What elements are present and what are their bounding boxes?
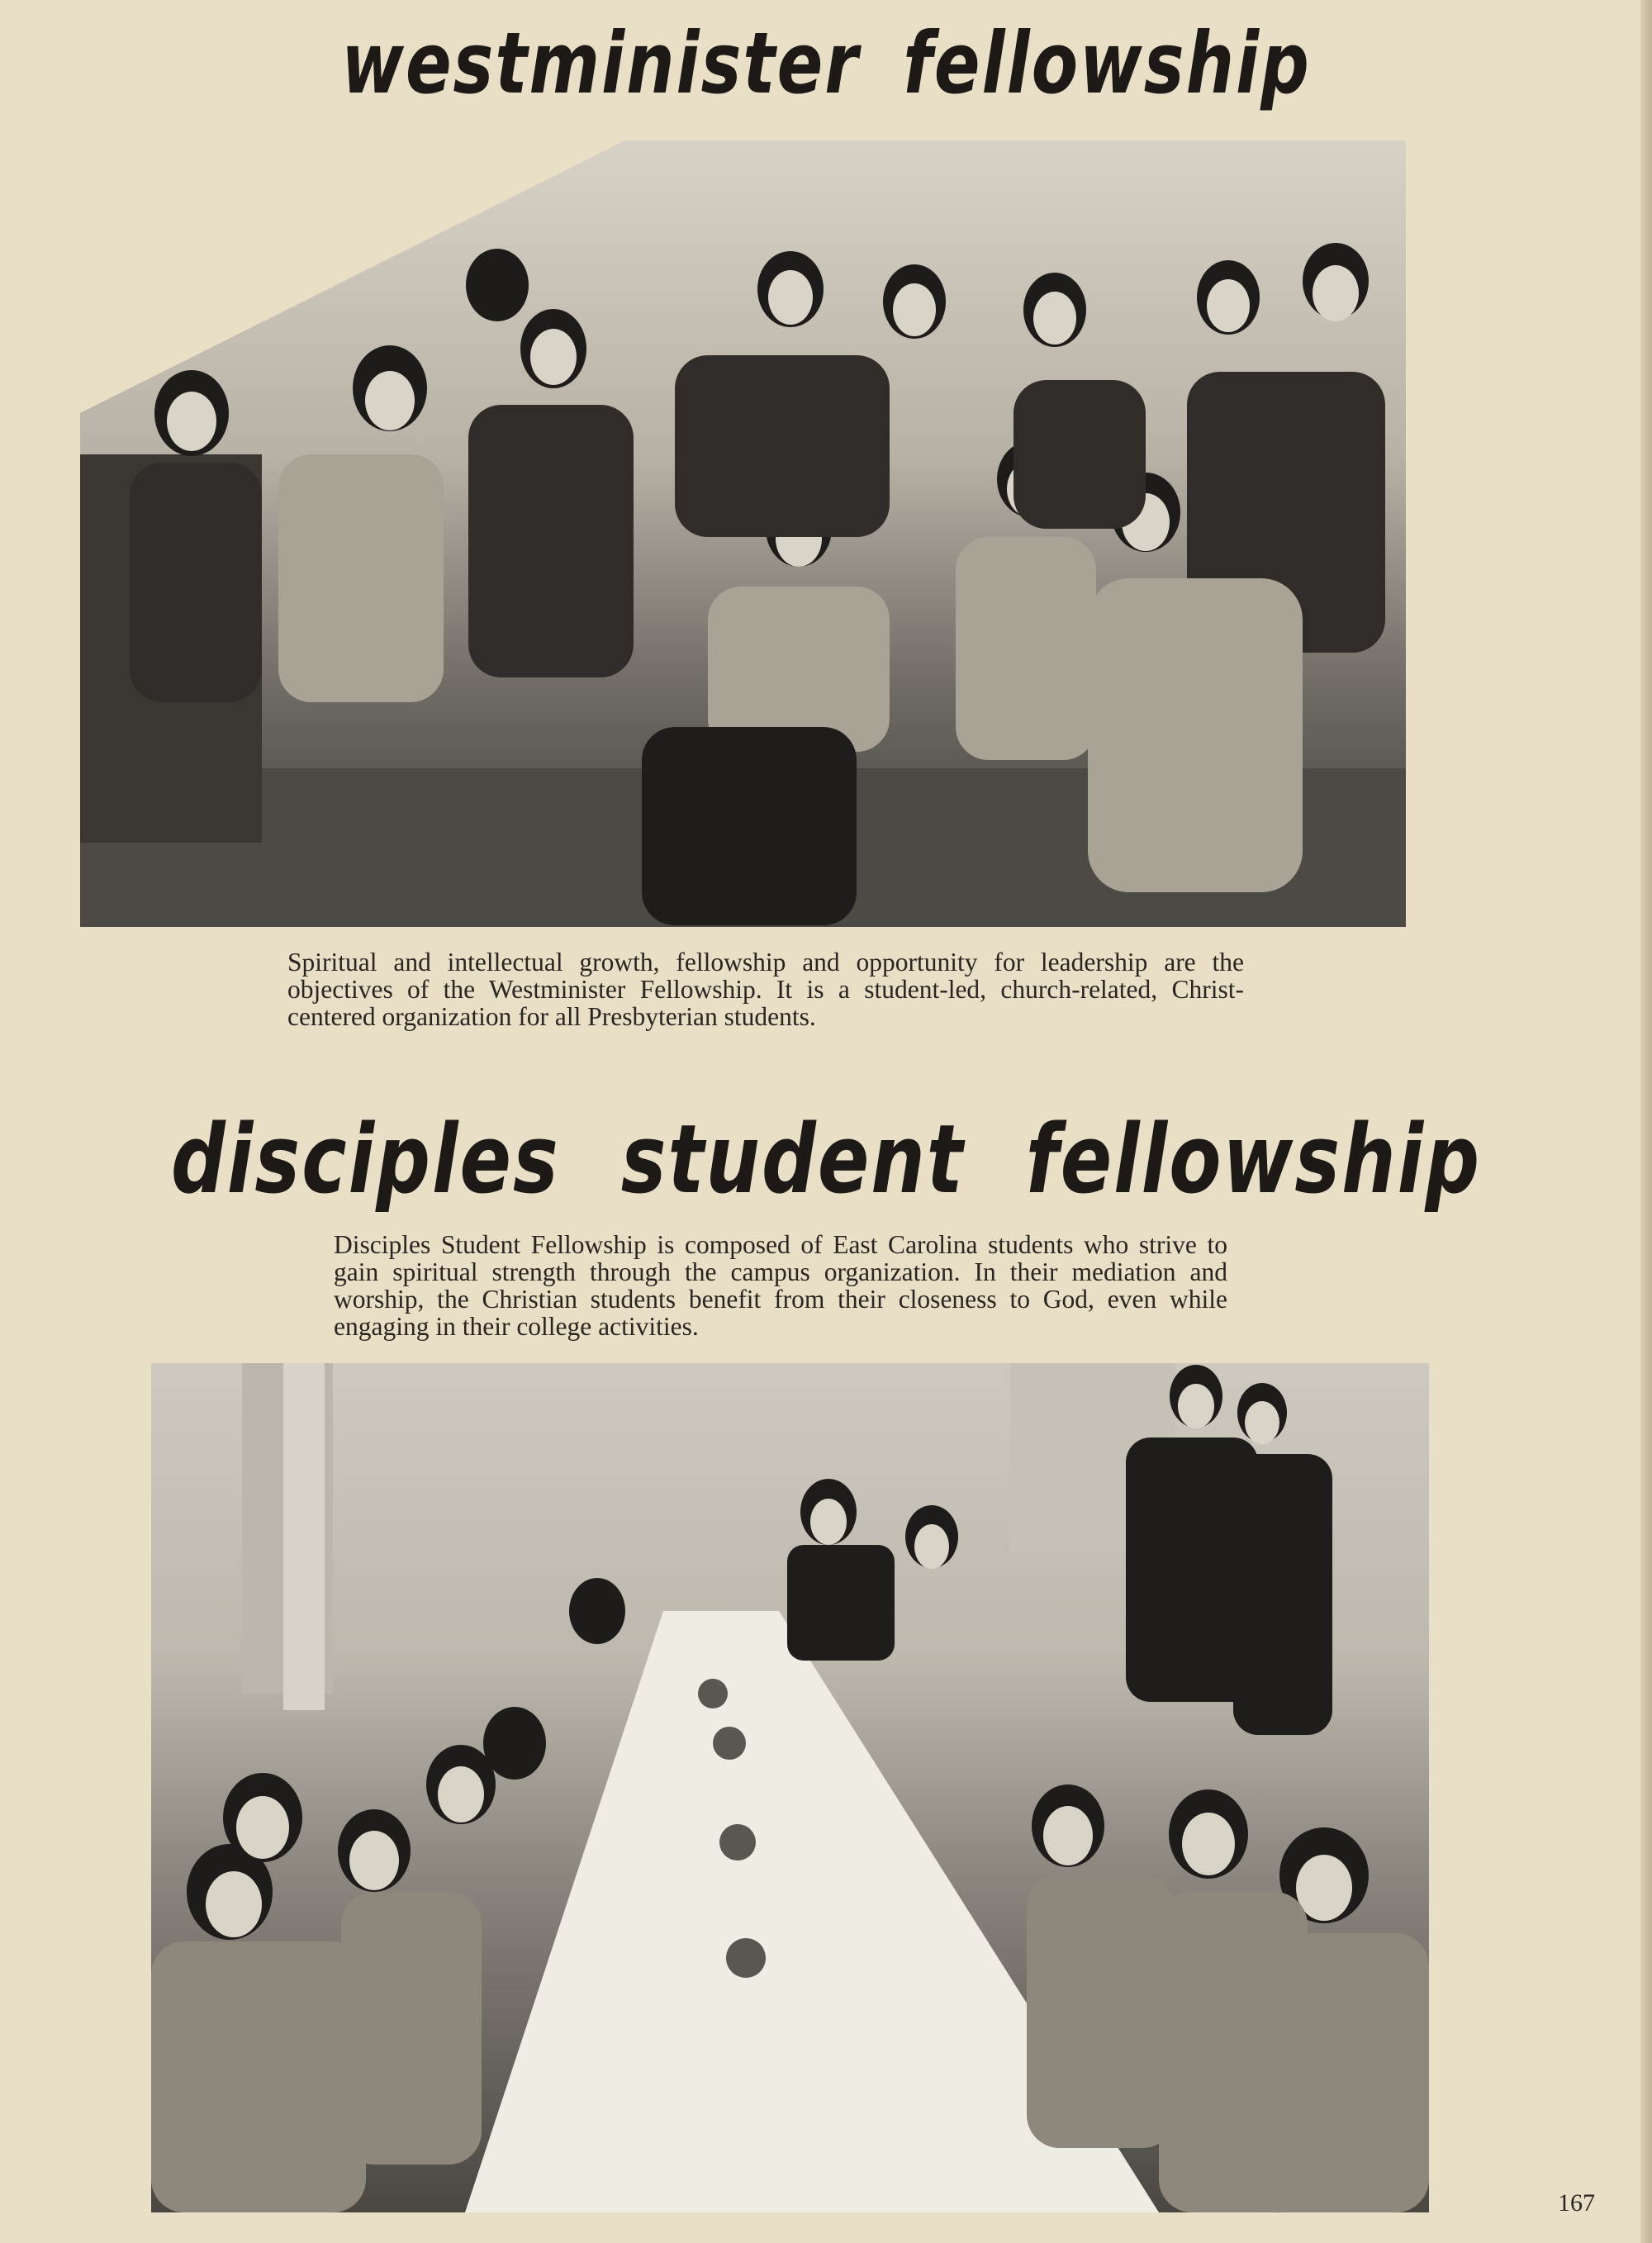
banquet-photo-illustration	[151, 1363, 1429, 2212]
page-number: 167	[1558, 2189, 1595, 2217]
section-title-westminister: westminister fellowship	[341, 15, 1311, 113]
group-photo-illustration	[80, 140, 1406, 927]
disciples-banquet-photo	[151, 1363, 1429, 2212]
section-title-disciples: disciples student fellowship	[170, 1104, 1482, 1215]
westminister-caption: Spiritual and intellectual growth, fellowship and opportunity for leadership are the objectives of the Westminister Fellowship. It is a student-led, church-related, Christ-centered organization for all Presbyterian students.	[287, 948, 1244, 1031]
disciples-caption: Disciples Student Fellowship is composed of East Carolina students who strive to gain spiritual strength through the campus organization. In their mediation and worship, the Christian students benefit from their closeness to God, even while engaging in their college activities.	[334, 1230, 1227, 1341]
westminister-group-photo	[80, 140, 1406, 927]
